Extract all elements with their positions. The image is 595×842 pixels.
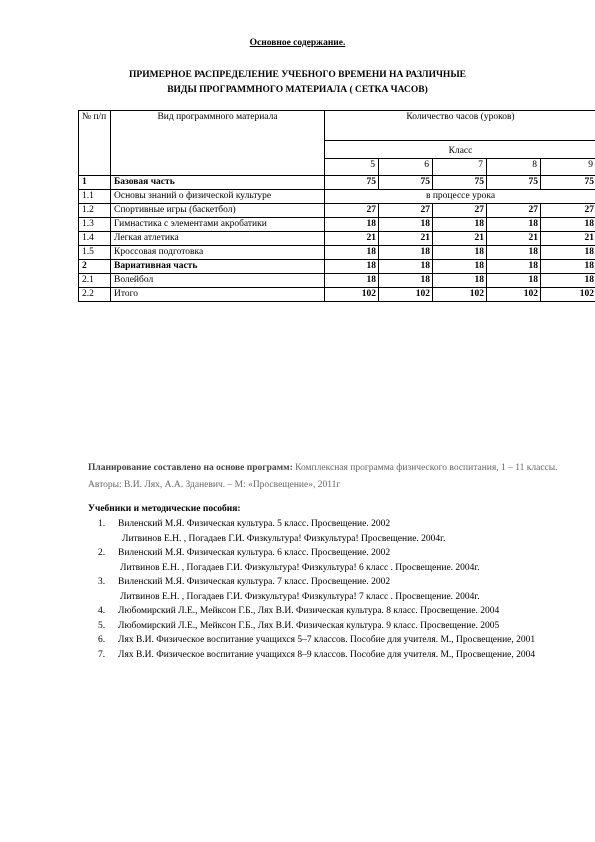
row-value: 18 (541, 274, 595, 288)
row-value: 21 (325, 232, 379, 246)
row-value: 75 (433, 176, 487, 190)
row-number: 1.3 (79, 218, 111, 232)
row-value: 18 (541, 246, 595, 260)
row-value: 18 (433, 218, 487, 232)
section-subtitle: Основное содержание. (249, 38, 346, 48)
item-text: Виленский М.Я. Физическая культура. 6 класс. Просвещение. 2002 (118, 548, 391, 558)
row-value: 18 (379, 260, 433, 274)
table-row (79, 190, 595, 204)
row-value: 21 (433, 232, 487, 246)
item-number: 7. (98, 649, 106, 660)
row-number: 1.1 (79, 190, 111, 204)
list-item (98, 517, 558, 546)
row-name: Кроссовая подготовка (111, 246, 325, 260)
table-row (79, 246, 595, 260)
row-value: 102 (379, 288, 433, 302)
row-name: Волейбол (111, 274, 325, 288)
row-merged-value: в процессе урока (325, 190, 595, 204)
item-text: Виленский М.Я. Физическая культура. 5 класс. Просвещение. 2002 (118, 519, 391, 529)
row-value: 18 (487, 260, 541, 274)
page-title-line2: ВИДЫ ПРОГРАММНОГО МАТЕРИАЛА ( СЕТКА ЧАСОВ) (167, 85, 428, 95)
row-value: 27 (325, 204, 379, 218)
item-text-secondary: Литвинов Е.Н. , Погадаев Г.И. Физкультура! Физкультура! 7 класс . Просвещение. 2004г. (120, 591, 480, 602)
item-text: Лях В.И. Физическое воспитание учащихся 5–7 классов. Пособие для учителя. М., Просвещение, 2001 (118, 635, 536, 645)
class-header: 8 (487, 159, 541, 176)
class-header: 5 (325, 159, 379, 176)
page-title-line1: ПРИМЕРНОЕ РАСПРЕДЕЛЕНИЕ УЧЕБНОГО ВРЕМЕНИ НА РАЗЛИЧНЫЕ (129, 70, 466, 80)
table-row (79, 288, 595, 302)
list-item (98, 633, 558, 648)
class-header: 9 (541, 159, 595, 176)
header-number: № п/п (79, 111, 111, 176)
row-value: 27 (487, 204, 541, 218)
row-value: 18 (541, 260, 595, 274)
books-list (98, 517, 558, 662)
row-name: Основы знаний о физической культуре (111, 190, 325, 204)
row-number: 2.1 (79, 274, 111, 288)
table-row (79, 232, 595, 246)
row-value: 27 (379, 204, 433, 218)
row-value: 18 (325, 246, 379, 260)
row-value: 75 (541, 176, 595, 190)
table-row (79, 204, 595, 218)
books-title: Учебники и методические пособия: (88, 504, 241, 514)
table-row (79, 274, 595, 288)
table-row (79, 260, 595, 274)
list-item (98, 546, 558, 575)
row-value: 75 (325, 176, 379, 190)
item-text: Виленский М.Я. Физическая культура. 7 класс. Просвещение. 2002 (118, 577, 391, 587)
row-number: 1.5 (79, 246, 111, 260)
row-name: Гимнастика с элементами акробатики (111, 218, 325, 232)
table-row (79, 176, 595, 190)
header-hours: Количество часов (уроков) (325, 111, 595, 141)
planning-text: Комплексная программа физического воспитания, 1 – 11 классы. Авторы: В.И. Лях, А.А. Зданевич. – М: «Просвещение», 2011г (88, 463, 558, 490)
row-number: 1.4 (79, 232, 111, 246)
class-header: 6 (379, 159, 433, 176)
row-value: 75 (379, 176, 433, 190)
row-name: Базовая часть (111, 176, 325, 190)
item-text-secondary: Литвинов Е.Н. , Погадаев Г.И. Физкультура! Физкультура! Просвещение. 2004г. (122, 533, 446, 544)
item-text-secondary: Литвинов Е.Н. , Погадаев Г.И. Физкультура! Физкультура! 6 класс . Просвещение. 2004г. (120, 562, 480, 573)
row-value: 102 (433, 288, 487, 302)
row-value: 18 (325, 274, 379, 288)
item-number: 4. (98, 606, 106, 616)
item-number: 5. (98, 620, 106, 631)
row-value: 18 (487, 274, 541, 288)
row-value: 21 (487, 232, 541, 246)
row-value: 27 (433, 204, 487, 218)
row-value: 27 (541, 204, 595, 218)
planning-label: Планирование составлено на основе программ: (88, 463, 293, 473)
row-number: 1 (79, 176, 111, 190)
row-value: 18 (487, 218, 541, 232)
item-number: 2. (98, 548, 106, 558)
row-value: 102 (541, 288, 595, 302)
row-value: 18 (379, 218, 433, 232)
list-item (98, 575, 558, 604)
row-value: 18 (433, 274, 487, 288)
row-name: Итого (111, 288, 325, 302)
list-item (98, 619, 558, 634)
item-number: 1. (98, 519, 106, 529)
row-value: 102 (325, 288, 379, 302)
row-value: 18 (541, 218, 595, 232)
item-text: Лях В.И. Физическое воспитание учащихся 8–9 классов. Пособие для учителя. М., Просвещение, 2004 (118, 649, 536, 660)
item-text: Любомирский Л.Е., Мейксон Г.Б., Лях В.И. Физическая культура. 8 класс. Просвещение. 2004 (118, 606, 500, 616)
row-value: 18 (487, 246, 541, 260)
row-number: 2 (79, 260, 111, 274)
row-value: 21 (541, 232, 595, 246)
row-value: 18 (433, 260, 487, 274)
row-value: 75 (487, 176, 541, 190)
class-header: 7 (433, 159, 487, 176)
row-number: 1.2 (79, 204, 111, 218)
row-name: Легкая атлетика (111, 232, 325, 246)
row-value: 18 (379, 246, 433, 260)
list-item (98, 648, 558, 663)
row-value: 18 (433, 246, 487, 260)
item-number: 3. (98, 577, 106, 587)
row-value: 21 (379, 232, 433, 246)
row-value: 18 (325, 218, 379, 232)
header-material: Вид программного материала (111, 111, 325, 176)
item-number: 6. (98, 635, 106, 645)
row-name: Спортивные игры (баскетбол) (111, 204, 325, 218)
list-item (98, 604, 558, 619)
header-class: Класс (325, 141, 595, 159)
row-number: 2.2 (79, 288, 111, 302)
hours-table (78, 110, 595, 302)
row-value: 18 (325, 260, 379, 274)
row-value: 102 (487, 288, 541, 302)
table-row (79, 218, 595, 232)
row-value: 18 (379, 274, 433, 288)
item-text: Любомирский Л.Е., Мейксон Г.Б., Лях В.И. Физическая культура. 9 класс. Просвещение. 2005 (118, 620, 500, 631)
planning-note (88, 460, 558, 494)
row-name: Вариативная часть (111, 260, 325, 274)
